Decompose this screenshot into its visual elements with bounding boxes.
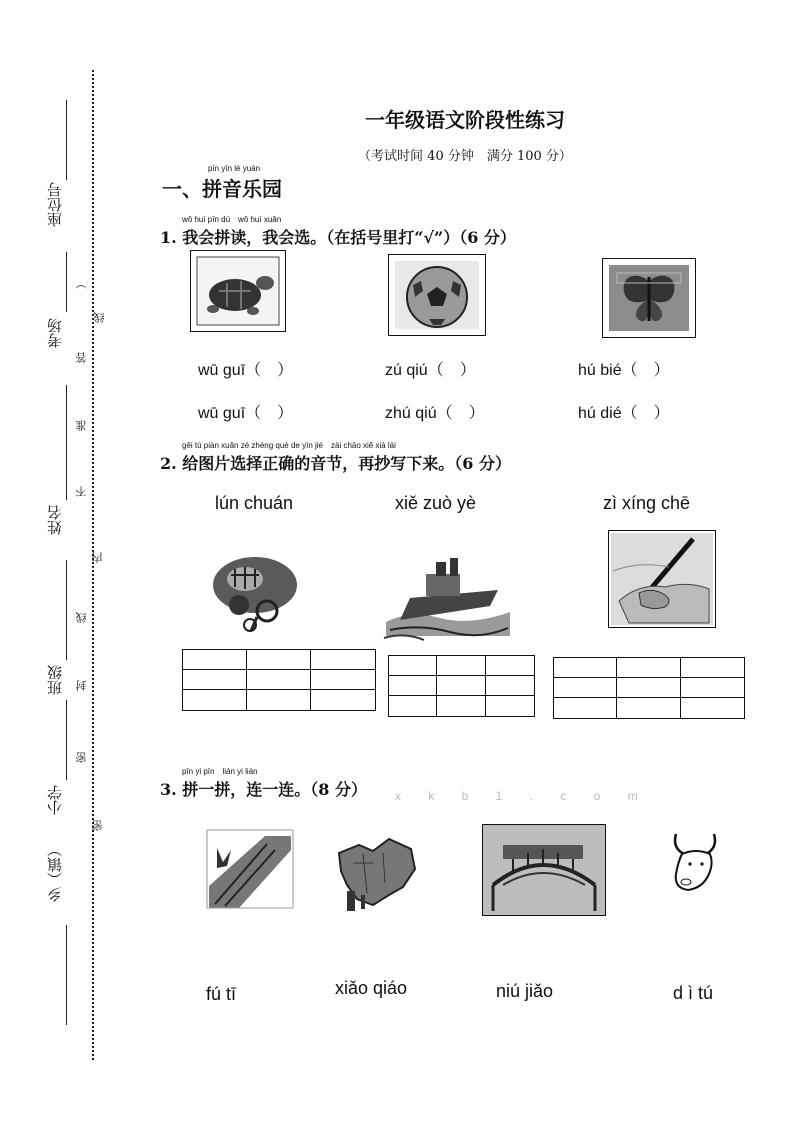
q1-option-ball-a[interactable]: zú qiú（ ）	[385, 362, 476, 379]
q2-pinyin: gěi tú piàn xuǎn zé zhèng què de yīn jié zài chāo xiě xià lái	[182, 441, 396, 450]
q3-word-3[interactable]: niú jiǎo	[496, 981, 554, 1001]
section1-heading	[162, 164, 282, 202]
seal-char: ）	[75, 278, 88, 289]
q2-syllable-2: xiě zuò yè	[395, 493, 477, 513]
class-label: 班级	[46, 665, 64, 695]
soccer-ball-picture	[388, 254, 486, 336]
q3-text: 3. 拼一拼，连一连。（8 分）	[160, 780, 367, 799]
seat-no-label: 座位号	[46, 182, 64, 227]
q1-option-turtle-b[interactable]: wū guī（ ）	[198, 405, 294, 422]
turtle-picture	[190, 250, 286, 332]
class-line	[66, 560, 67, 660]
butterfly-picture	[602, 258, 696, 338]
q1-option-ball-b[interactable]: zhú qiú（ ）	[385, 405, 485, 422]
q2-syllable-1: lún chuán	[215, 493, 294, 513]
q1-option-butterfly-b[interactable]: hú dié（ ）	[578, 405, 670, 422]
township-line	[66, 925, 67, 1025]
q3-word-1[interactable]: fú tī	[206, 984, 237, 1004]
butterfly-icon	[603, 259, 695, 337]
q2-answer-grid-3[interactable]	[553, 657, 745, 719]
name-label: 姓名	[46, 505, 64, 535]
china-map-icon	[333, 833, 421, 913]
q2-heading	[160, 440, 511, 474]
q1-option-turtle-a[interactable]: wū guī（ ）	[198, 362, 294, 379]
seal-char: 封	[75, 680, 88, 691]
seal-char: 内	[91, 552, 104, 563]
exam-room-label: 考场	[46, 318, 64, 348]
q2-answer-grid-1[interactable]	[182, 649, 376, 711]
q2-syllable-3: zì xíng chē	[603, 493, 691, 513]
ox-head-icon	[668, 830, 724, 894]
name-line	[66, 385, 67, 500]
school-line	[66, 700, 67, 780]
writing-hand-picture	[608, 530, 716, 628]
seal-char: 线	[93, 312, 106, 323]
watermark-text: x k b 1 . c o m	[395, 789, 650, 803]
escalator-icon	[205, 828, 295, 910]
exam-room-line	[66, 252, 67, 312]
binding-dotted-line	[92, 70, 94, 1060]
bicycle-icon	[205, 545, 305, 635]
q3-heading	[160, 766, 367, 800]
q3-word-2[interactable]: xiǎo qiáo	[335, 978, 408, 998]
writing-hand-icon	[609, 531, 715, 627]
seal-char: 不	[75, 486, 88, 497]
seat-no-line	[66, 100, 67, 180]
township-label: 乡（镇）	[46, 842, 64, 902]
seal-char: 线	[75, 612, 88, 623]
bridge-icon	[483, 825, 605, 915]
q2-answer-grid-2[interactable]	[388, 655, 535, 717]
soccer-ball-icon	[389, 255, 485, 335]
q3-pinyin: pīn yi pīn lián yi lián	[182, 767, 258, 776]
q1-option-butterfly-a[interactable]: hú bié（ ）	[578, 362, 670, 379]
seal-char: 密	[75, 752, 88, 763]
seal-char: 准	[75, 420, 88, 431]
seal-char: 答	[75, 352, 88, 363]
page-title: 一年级语文阶段性练习	[365, 108, 565, 132]
q2-text: 2. 给图片选择正确的音节，再抄写下来。（6 分）	[160, 454, 511, 473]
seal-char: 密	[91, 820, 104, 831]
page-subtitle: （考试时间 40 分钟 满分 100 分）	[358, 149, 572, 164]
ship-icon	[380, 550, 515, 645]
turtle-icon	[191, 251, 285, 331]
q1-pinyin: wǒ huì pīn dú wǒ huì xuǎn	[182, 215, 282, 224]
section1-pinyin: pīn yīn lè yuán	[208, 164, 261, 173]
q3-word-4[interactable]: d ì tú	[673, 983, 714, 1003]
bridge-picture	[482, 824, 606, 916]
section1-label: 一、拼音乐园	[162, 177, 282, 201]
q1-heading	[160, 214, 516, 248]
q1-text: 1. 我会拼读，我会选。（在括号里打“√”）（6 分）	[160, 228, 516, 247]
school-label: 小学	[46, 785, 64, 815]
